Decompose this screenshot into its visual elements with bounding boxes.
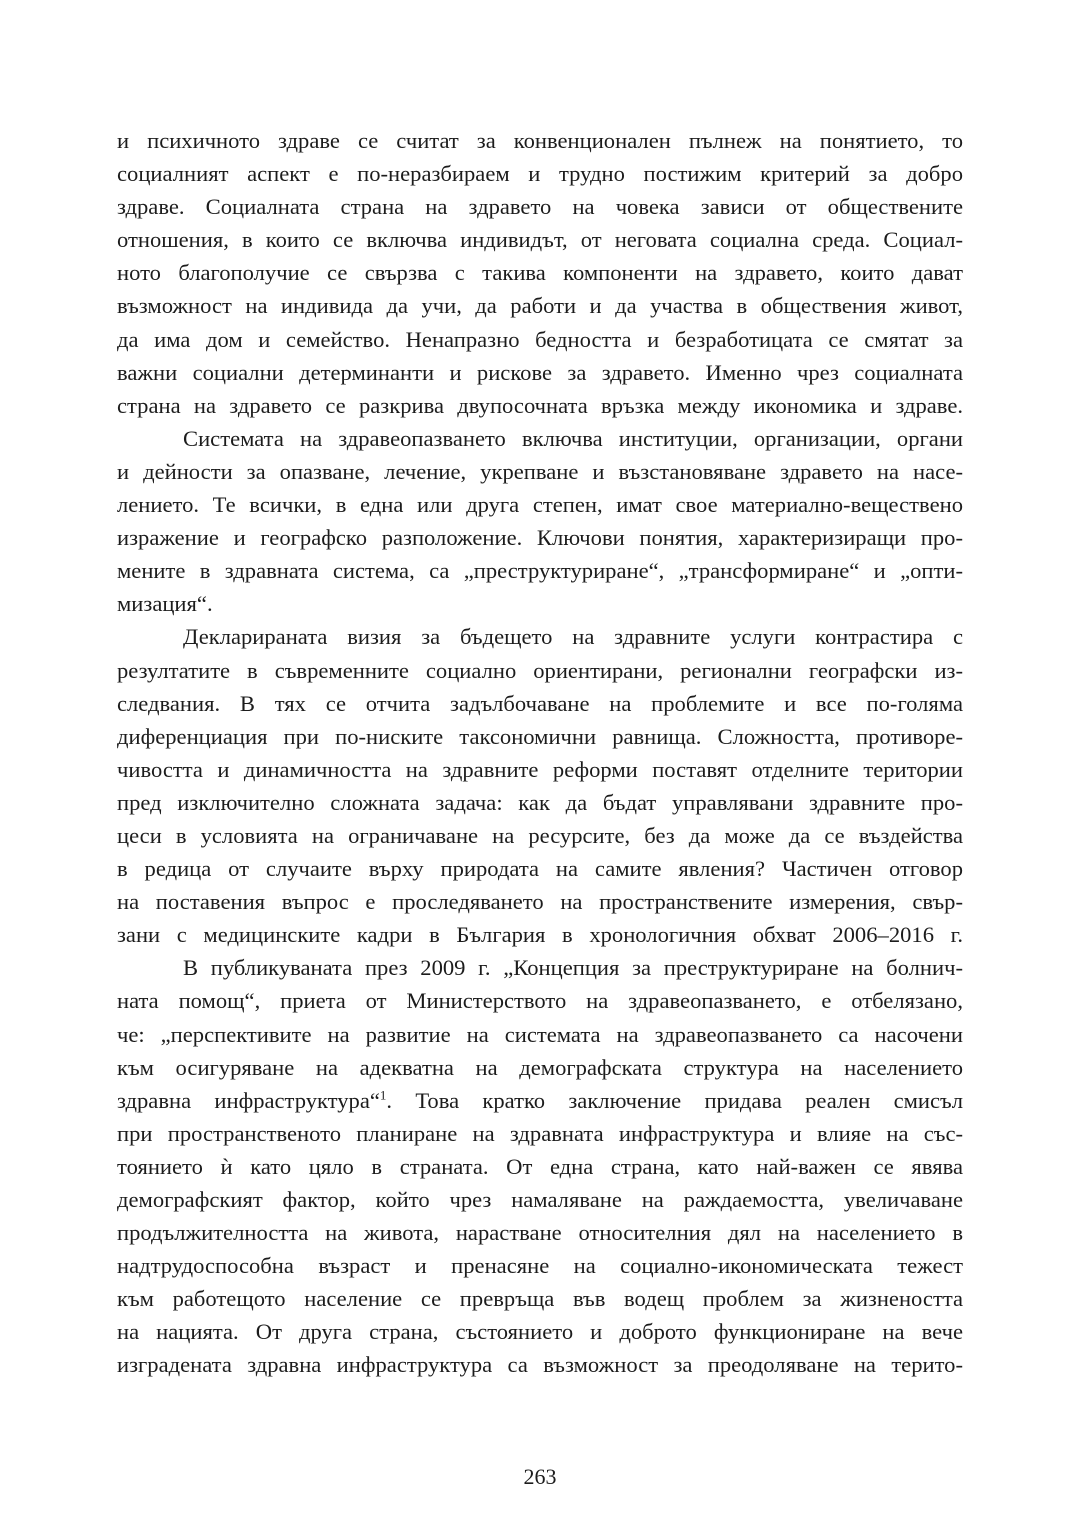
text-line: демографският фактор, който чрез намаляване на раждаемостта, увеличаване [117,1187,963,1212]
text-line: на поставения въпрос е проследяването на пространствените измерения, свър- [117,889,963,915]
text-line: да има дом и семейство. Ненапразно бедността и безработицата се смятат за [117,326,963,352]
text-line: ната помощ“, приета от Министерството на здравеопазването, е отбелязано, [117,988,963,1014]
text-line: и психичното здраве се считат за конвенционален пълнеж на понятието, то [117,128,963,153]
text-line: отношения, в които се включва индивидът, от неговата социална среда. Социал- [117,227,963,253]
paragraph-3 [117,620,963,951]
text-line: тоянието ѝ като цяло в страната. От една страна, като най-важен се явява [117,1153,963,1179]
text-line: към работещото население се превръща във водещ проблем за жизнеността [117,1286,963,1312]
page-number: 263 [523,1464,557,1489]
text-line: важни социални детерминанти и рискове за здравето. Именно чрез социалната [117,359,963,385]
text-line: Декларираната визия за бъдещето на здравните услуги контрастира с [183,624,963,650]
text-line: мените в здравната система, са „преструктуриране“, „трансформиране“ и „опти- [117,558,963,584]
page-body [117,124,963,1382]
paragraph-4 [117,951,963,1381]
text-line: ното благополучие се свързва с такива компоненти на здравето, които дават [117,260,963,286]
text-line: В публикуваната през 2009 г. „Концепция за преструктуриране на болнич- [183,955,963,981]
paragraph-2 [117,422,963,621]
text-line: при пространственото планиране на здравната инфраструктура и влияе на със- [117,1120,963,1146]
text-line: надтрудоспособна възраст и пренасяне на социално-икономическата тежест [117,1253,963,1279]
text-line: на нацията. От друга страна, състоянието и доброто функциониране на вече [117,1319,963,1345]
text-line: изражение и географско разположение. Ключови понятия, характеризиращи про- [117,525,963,551]
text-line: социалният аспект е по-неразбираем и трудно постижим критерий за добро [117,161,963,187]
text-line: зани с медицинските кадри в България в хронологичния обхват 2006–2016 г. [117,922,963,948]
text-line: в редица от случаите върху природата на самите явления? Частичен отговор [117,856,963,882]
text-line: продължителността на живота, нарастване относителния дял на населението в [117,1220,963,1246]
text-segment: . Това кратко заключение придава реален смисъл [386,1087,963,1113]
text-line: пред изключително сложната задача: как да бъдат управлявани здравните про- [117,789,963,815]
text-line: страна на здравето се разкрива двупосочната връзка между икономика и здраве. [117,392,963,418]
text-line: възможност на индивида да учи, да работи и да участва в обществения живот, [117,293,963,319]
text-line: лението. Те всички, в една или друга степен, имат свое материално-веществено [117,492,963,518]
text-line: изградената здравна инфраструктура са възможност за преодоляване на терито- [117,1352,963,1378]
text-line: Системата на здравеопазването включва институции, организации, органи [183,425,963,451]
text-segment: здравна инфраструктура“ [117,1087,380,1113]
text-line: че: „перспективите на развитие на системата на здравеопазването са насочени [117,1021,963,1047]
text-line: цеси в условията на ограничаване на ресурсите, без да може да се въздейства [117,822,963,848]
text-line: здраве. Социалната страна на здравето на човека зависи от обществените [117,194,963,220]
text-line: резултатите в съвременните социално ориентирани, регионални географски из- [117,657,963,683]
text-line: следвания. В тях се отчита задълбочаване на проблемите и все по-голяма [117,690,963,716]
text-line: и дейности за опазване, лечение, укрепване и възстановяване здравето на насе- [117,458,963,484]
paragraph-1 [117,124,963,422]
text-line-with-footnote [117,1084,963,1117]
text-line: диференциация при по-ниските таксономични равнища. Сложността, противоре- [117,723,963,749]
text-line: към осигуряване на адекватна на демографската структура на населението [117,1054,963,1080]
footnote-reference[interactable]: 1 [379,1087,387,1103]
text-line: чивостта и динамичността на здравните реформи поставят отделните територии [117,756,963,782]
text-line: мизация“. [117,591,213,617]
